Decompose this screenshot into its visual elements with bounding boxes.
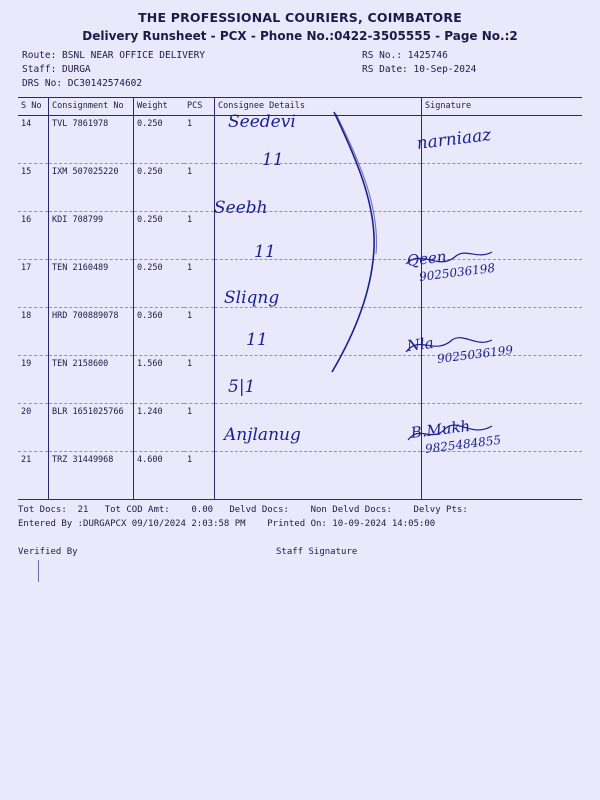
cell-consignment: TEN 2160489 [49, 260, 134, 308]
table-body [18, 116, 582, 500]
totals-line: Tot Docs: 21 Tot COD Amt: 0.00 Delvd Docs: Non Delvd Docs: Delvy Pts: [18, 505, 468, 515]
table-header-row [18, 98, 582, 116]
cell-consignee [215, 260, 422, 308]
staff-label: Staff: DURGA [22, 63, 91, 75]
cell-consignee [215, 356, 422, 404]
cell-consignee [215, 308, 422, 356]
column-header-sno: S No [18, 98, 49, 116]
handwriting-signature-17: Qeen [405, 247, 448, 270]
cell-sno: 21 [21, 455, 32, 465]
handwriting-consignee-17: 11 [254, 242, 276, 262]
cell-signature [422, 212, 583, 260]
table-row [18, 116, 582, 164]
verified-by-label: Verified By [18, 547, 78, 557]
cell-consignment: IXM 507025220 [49, 164, 134, 212]
table-row [18, 164, 582, 212]
table-row [18, 404, 582, 452]
cell-consignment: KDI 708799 [49, 212, 134, 260]
table-row [18, 260, 582, 308]
handwriting-consignee-20: 5|1 [228, 377, 256, 397]
cell-consignee [215, 212, 422, 260]
cell-pcs: 1 [184, 212, 215, 260]
cell-signature [422, 164, 583, 212]
cell-weight: 0.250 [134, 212, 185, 260]
column-header-weight: Weight [134, 98, 185, 116]
table-header [18, 98, 582, 116]
cell-pcs: 1 [184, 356, 215, 404]
runsheet-table-wrapper [18, 97, 582, 500]
cell-weight: 0.250 [134, 260, 185, 308]
handwriting-signature-19: Nla [405, 333, 435, 355]
meta-right-column [362, 49, 476, 77]
cell-pcs: 1 [184, 404, 215, 452]
cell-pcs: 1 [184, 164, 215, 212]
table-row [18, 452, 582, 500]
handwriting-consignee-15: 11 [262, 150, 284, 170]
column-header-consignment: Consignment No [49, 98, 134, 116]
handwriting-consignee-16: Seebh [214, 198, 268, 218]
cell-signature [422, 452, 583, 500]
cell-signature [422, 116, 583, 164]
staff-signature-label: Staff Signature [276, 547, 358, 557]
table-row [18, 212, 582, 260]
handwriting-consignee-14: Seedevi [228, 112, 296, 132]
handwriting-consignee-18: Sliqng [224, 288, 280, 308]
rs-no-label: RS No.: 1425746 [362, 50, 448, 61]
cell-consignment: BLR 1651025766 [49, 404, 134, 452]
cell-sno: 18 [18, 308, 49, 356]
cell-consignment: HRD 700889078 [49, 308, 134, 356]
cell-sno: 20 [18, 404, 49, 452]
entered-printed-line: Entered By :DURGAPCX 09/10/2024 2:03:58 PM Printed On: 10-09-2024 14:05:00 [18, 518, 436, 529]
cell-weight: 1.560 [134, 356, 185, 404]
cell-pcs: 1 [187, 455, 193, 465]
cell-consignee [215, 404, 422, 452]
cell-weight: 1.240 [134, 404, 185, 452]
column-header-signature: Signature [422, 98, 583, 116]
rs-date-label: RS Date: 10-Sep-2024 [362, 63, 477, 75]
document-header [0, 0, 600, 43]
route-label: Route: BSNL NEAR OFFICE DELIVERY [22, 50, 206, 61]
stray-pen-mark [38, 560, 39, 582]
cell-weight: 4.600 [134, 452, 185, 500]
handwriting-signature-21: B.Mukh [409, 416, 472, 442]
cell-sno: 14 [18, 116, 49, 164]
cell-weight: 0.250 [134, 116, 185, 164]
cell-pcs: 1 [184, 116, 215, 164]
document-subtitle: Delivery Runsheet - PCX - Phone No.:0422-3505555 - Page No.:2 [82, 29, 518, 43]
column-header-pcs: PCS [184, 98, 215, 116]
meta-block [0, 49, 600, 93]
cell-consignment: TRZ 31449968 [49, 452, 134, 500]
runsheet-table [18, 98, 582, 499]
cell-weight: 0.360 [134, 308, 185, 356]
handwriting-signature-17-phone: 9025036198 [418, 260, 496, 284]
company-title: THE PROFESSIONAL COURIERS, COIMBATORE [138, 10, 462, 25]
cell-pcs: 1 [184, 260, 215, 308]
meta-left-column [22, 49, 205, 90]
cell-sno: 19 [18, 356, 49, 404]
document-footer [18, 500, 582, 531]
column-header-consignee: Consignee Details [215, 98, 422, 116]
table-row [18, 356, 582, 404]
cell-signature [422, 404, 583, 452]
cell-consignee [215, 164, 422, 212]
cell-signature [422, 260, 583, 308]
handwriting-signature-19-phone: 9025036199 [436, 342, 514, 366]
cell-sno: 17 [18, 260, 49, 308]
cell-signature [422, 308, 583, 356]
table-row [18, 308, 582, 356]
cell-pcs: 1 [184, 308, 215, 356]
cell-sno: 16 [18, 212, 49, 260]
signature-labels [18, 547, 582, 567]
cell-consignment: TEN 2158600 [49, 356, 134, 404]
handwriting-signature-21-phone: 9825484855 [424, 432, 502, 456]
cell-weight: 0.250 [134, 164, 185, 212]
handwriting-consignee-21: Anjlanug [224, 425, 301, 445]
cell-consignee [215, 452, 422, 500]
cell-consignment: TVL 7861978 [49, 116, 134, 164]
cell-signature [422, 356, 583, 404]
cell-consignee [215, 116, 422, 164]
handwriting-consignee-19: 11 [246, 330, 268, 350]
drs-label: DRS No: DC30142574602 [22, 77, 143, 89]
handwriting-signature-15: narniaaz [415, 125, 493, 154]
cell-sno: 15 [18, 164, 49, 212]
